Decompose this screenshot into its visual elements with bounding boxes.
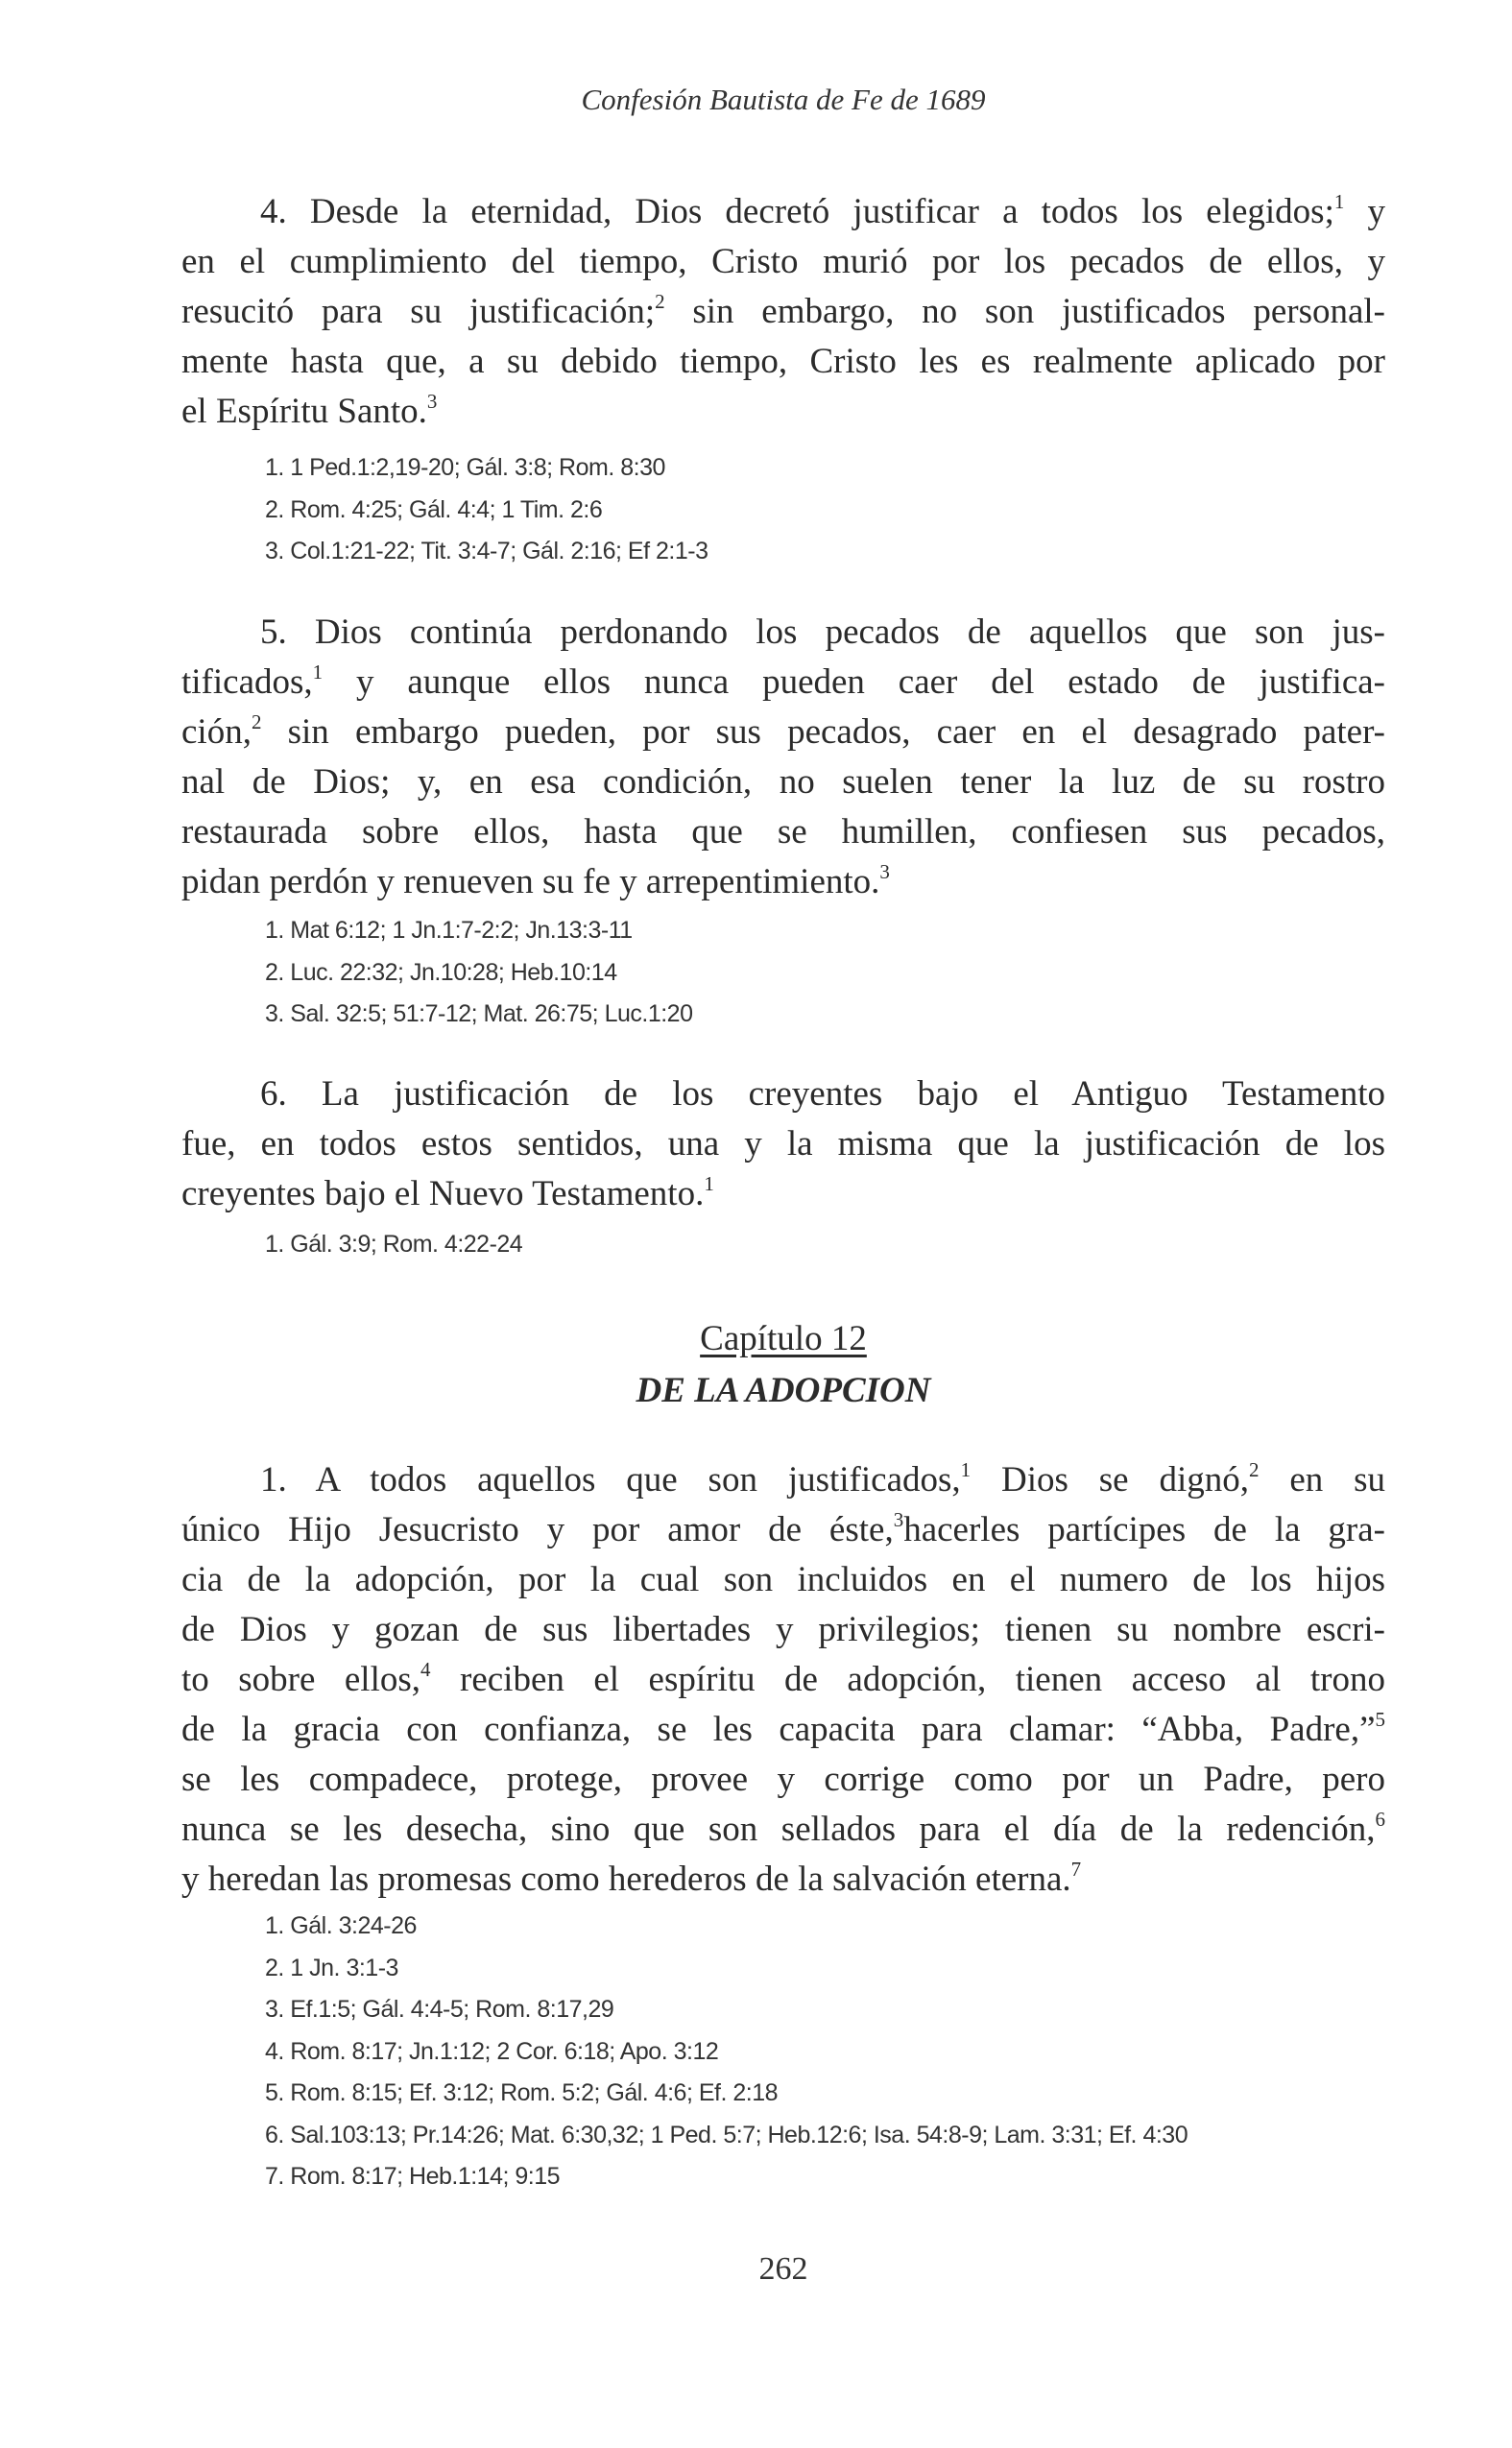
text-segment: cia de la adopción, por la cual son incluidos en el numero de los hijos <box>181 1560 1385 1599</box>
footnote-marker: 1 <box>312 660 324 684</box>
text-line <box>181 608 1385 658</box>
paragraph-4 <box>181 187 1385 437</box>
text-segment: y heredan las promesas como herederos de la salvación eterna. <box>181 1860 1071 1899</box>
text-segment: nunca se les desecha, sino que son sellados para el día de la redención, <box>181 1810 1376 1849</box>
text-segment: reciben el espíritu de adopción, tienen acceso al trono <box>430 1660 1385 1699</box>
footnote-reference: 3. Sal. 32:5; 51:7-12; Mat. 26:75; Luc.1:20 <box>265 1000 693 1027</box>
footnote-reference: 1. Mat 6:12; 1 Jn.1:7-2:2; Jn.13:3-11 <box>265 917 633 944</box>
footnote-marker: 3 <box>426 390 438 413</box>
text-segment: mente hasta que, a su debido tiempo, Cristo les es realmente aplicado por <box>181 342 1385 381</box>
text-segment: de Dios y gozan de sus libertades y privilegios; tienen su nombre escri- <box>181 1610 1385 1649</box>
footnote-marker: 3 <box>879 860 890 883</box>
text-segment: 6. La justificación de los creyentes bajo el Antiguo Testamento <box>260 1074 1385 1114</box>
footnote-reference: 5. Rom. 8:15; Ef. 3:12; Rom. 5:2; Gál. 4:6; Ef. 2:18 <box>265 2079 779 2106</box>
footnotes-adoption-1 <box>265 1906 1188 2198</box>
text-segment: creyentes bajo el Nuevo Testamento. <box>181 1174 705 1213</box>
text-line <box>181 1705 1385 1755</box>
text-line <box>181 1805 1385 1855</box>
footnote-marker: 6 <box>1375 1808 1385 1831</box>
text-segment: 5. Dios continúa perdonando los pecados de aquellos que son jus- <box>260 612 1385 652</box>
footnote-reference: 2. Luc. 22:32; Jn.10:28; Heb.10:14 <box>265 958 617 986</box>
text-line <box>181 658 1385 708</box>
footnote-reference: 1. Gál. 3:24-26 <box>265 1912 417 1939</box>
text-line <box>181 1069 1385 1119</box>
text-line <box>181 1655 1385 1705</box>
footnote-reference: 6. Sal.103:13; Pr.14:26; Mat. 6:30,32; 1 Ped. 5:7; Heb.12:6; Isa. 54:8-9; Lam. 3:31; Ef. 4:30 <box>265 2121 1188 2148</box>
text-segment: y aunque ellos nunca pueden caer del estado de justifica- <box>323 662 1385 702</box>
text-segment: y <box>1344 192 1385 231</box>
text-line <box>181 857 1385 907</box>
text-segment: 4. Desde la eternidad, Dios decretó justificar a todos los elegidos; <box>260 192 1334 231</box>
footnote-marker: 5 <box>1375 1708 1385 1731</box>
text-line <box>181 807 1385 857</box>
page-number: 262 <box>758 2251 808 2287</box>
text-segment: en el cumplimiento del tiempo, Cristo murió por los pecados de ellos, y <box>181 242 1385 281</box>
footnote-marker: 2 <box>655 290 665 313</box>
text-line <box>181 387 1385 437</box>
text-segment: se les compadece, protege, provee y corrige como por un Padre, pero <box>181 1760 1385 1799</box>
text-line <box>181 1455 1385 1505</box>
footnote-marker: 1 <box>1333 190 1345 213</box>
footnote-marker: 4 <box>420 1658 431 1681</box>
footnote-reference: 3. Col.1:21-22; Tit. 3:4-7; Gál. 2:16; Ef 2:1-3 <box>265 538 708 564</box>
text-segment: sin embargo pueden, por sus pecados, caer en el desagrado pater- <box>261 712 1385 752</box>
text-segment: nal de Dios; y, en esa condición, no suelen tener la luz de su rostro <box>181 762 1385 802</box>
footnote-reference: 2. 1 Jn. 3:1-3 <box>265 1954 398 1981</box>
chapter-heading <box>181 1318 1385 1359</box>
text-line <box>181 1605 1385 1655</box>
chapter-title: DE LA ADOPCION <box>636 1371 931 1410</box>
text-segment: ción, <box>181 712 252 752</box>
text-segment: pidan perdón y renueven su fe y arrepentimiento. <box>181 862 880 901</box>
text-segment: tificados, <box>181 662 313 702</box>
footnote-reference: 3. Ef.1:5; Gál. 4:4-5; Rom. 8:17,29 <box>265 1996 614 2023</box>
footnote-marker: 3 <box>893 1508 904 1531</box>
running-header: Confesión Bautista de Fe de 1689 <box>581 83 986 116</box>
text-line <box>181 237 1385 287</box>
text-segment: restaurada sobre ellos, hasta que se humillen, confiesen sus pecados, <box>181 812 1385 852</box>
text-line <box>181 757 1385 807</box>
paragraph-adoption-1 <box>181 1455 1385 1905</box>
text-segment: Dios se dignó, <box>971 1460 1249 1500</box>
footnote-marker: 1 <box>960 1458 972 1481</box>
footnote-reference: 7. Rom. 8:17; Heb.1:14; 9:15 <box>265 2163 561 2190</box>
text-segment: hacerles partícipes de la gra- <box>903 1510 1385 1549</box>
text-line <box>181 187 1385 237</box>
text-line <box>181 337 1385 387</box>
footnote-marker: 1 <box>704 1172 714 1195</box>
footnote-reference: 1. Gál. 3:9; Rom. 4:22-24 <box>265 1231 523 1258</box>
text-line <box>181 1555 1385 1605</box>
paragraph-5 <box>181 608 1385 907</box>
text-line <box>181 287 1385 337</box>
text-segment: to sobre ellos, <box>181 1660 421 1699</box>
chapter-number: Capítulo 12 <box>700 1319 867 1358</box>
text-segment: el Espíritu Santo. <box>181 392 427 431</box>
text-segment: en su <box>1259 1460 1385 1500</box>
footnote-reference: 2. Rom. 4:25; Gál. 4:4; 1 Tim. 2:6 <box>265 495 603 523</box>
footnote-reference: 1. 1 Ped.1:2,19-20; Gál. 3:8; Rom. 8:30 <box>265 454 665 481</box>
text-line <box>181 1855 1385 1905</box>
text-segment: resucitó para su justificación; <box>181 292 656 331</box>
text-line <box>181 1505 1385 1555</box>
text-segment: fue, en todos estos sentidos, una y la misma que la justificación de los <box>181 1124 1385 1164</box>
text-line <box>181 1119 1385 1169</box>
footnotes-6 <box>265 1224 522 1266</box>
footnote-reference: 4. Rom. 8:17; Jn.1:12; 2 Cor. 6:18; Apo. 3:12 <box>265 2037 719 2065</box>
footnote-marker: 2 <box>1248 1458 1260 1481</box>
text-line <box>181 708 1385 757</box>
footnotes-5 <box>265 910 692 1036</box>
footnote-marker: 2 <box>251 710 262 733</box>
paragraph-6 <box>181 1069 1385 1219</box>
footnote-marker: 7 <box>1070 1858 1082 1881</box>
text-segment: 1. A todos aquellos que son justificados, <box>260 1460 961 1500</box>
text-line <box>181 1755 1385 1805</box>
text-line <box>181 1169 1385 1219</box>
text-segment: de la gracia con confianza, se les capacita para clamar: “Abba, Padre,” <box>181 1710 1376 1749</box>
footnotes-4 <box>265 447 708 573</box>
text-segment: sin embargo, no son justificados personal- <box>664 292 1385 331</box>
text-segment: único Hijo Jesucristo y por amor de éste, <box>181 1510 894 1549</box>
